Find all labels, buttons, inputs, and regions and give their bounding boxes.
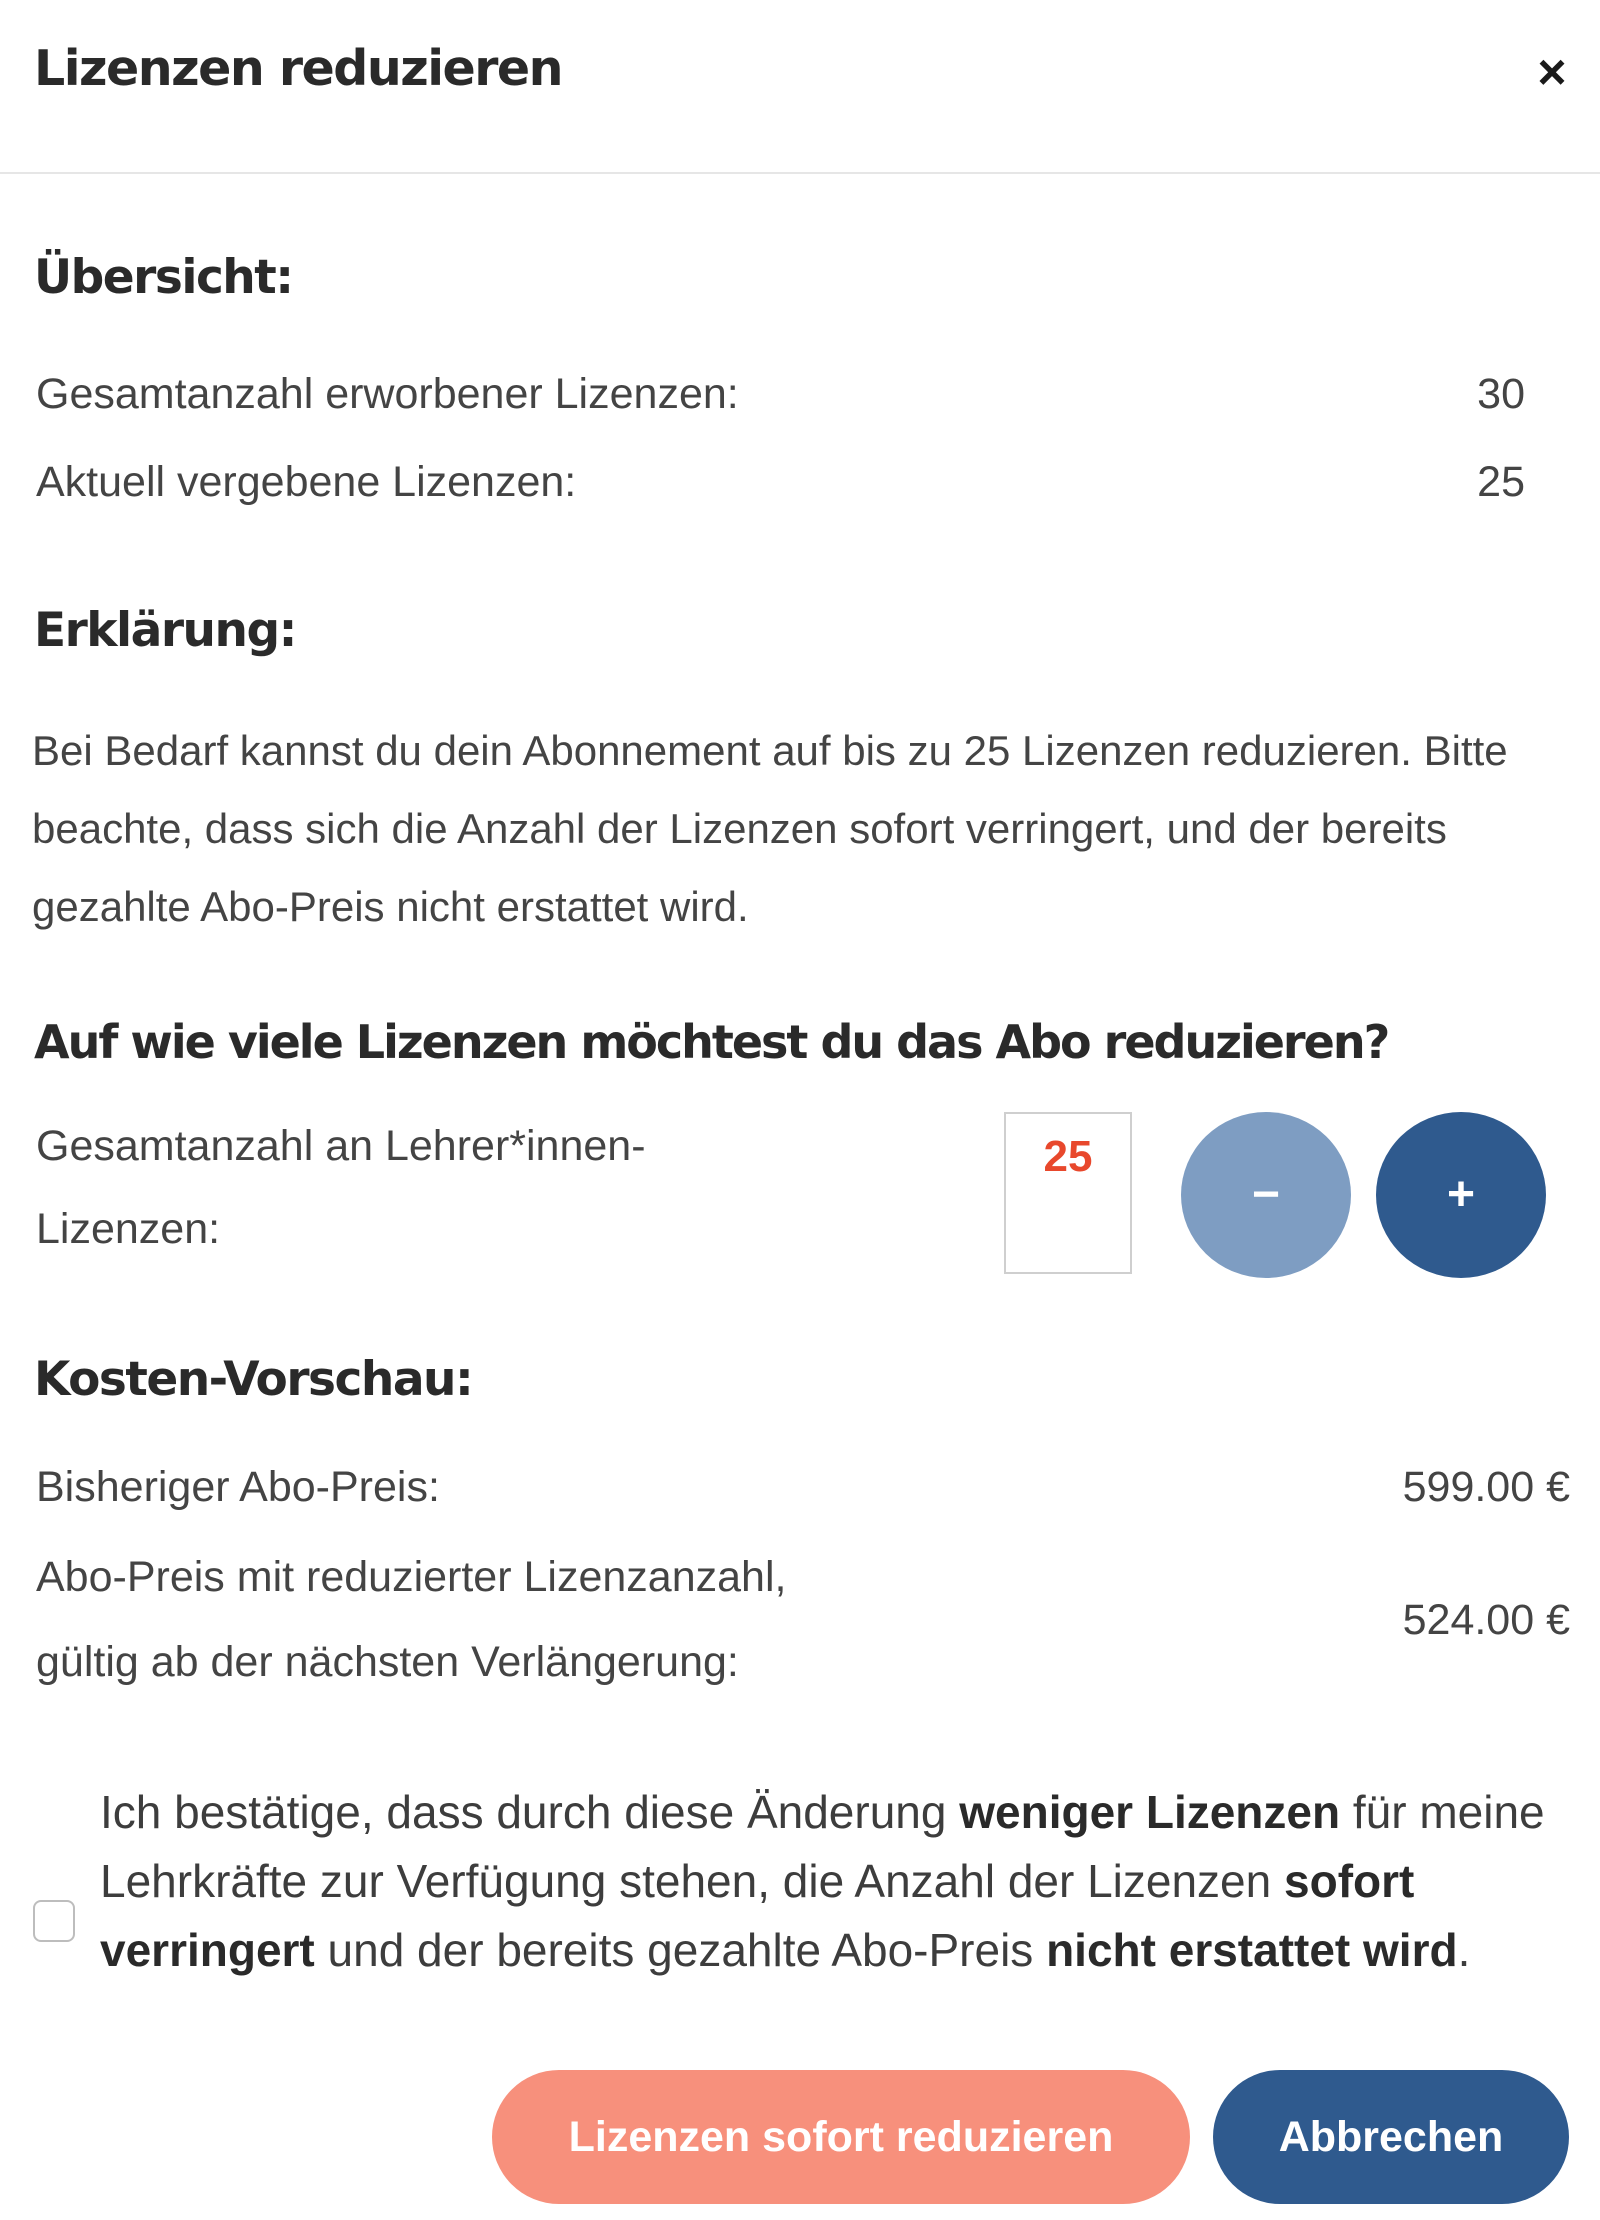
license-quantity-input[interactable] (1004, 1112, 1132, 1274)
increase-button[interactable] (1376, 1112, 1546, 1278)
assigned-licenses-label: Aktuell vergebene Lizenzen: (36, 458, 577, 506)
current-price-label: Bisheriger Abo-Preis: (36, 1463, 440, 1511)
total-licenses-label: Gesamtanzahl erworbener Lizenzen: (36, 370, 739, 418)
reduce-question: Auf wie viele Lizenzen möchtest du das Abo reduzieren? (34, 1015, 1389, 1069)
confirm-text-part4: . (1457, 1924, 1471, 1976)
assigned-licenses-value: 25 (1477, 458, 1525, 506)
dialog-header (0, 0, 1600, 174)
close-icon: × (1537, 44, 1567, 100)
teacher-licenses-label-line1: Gesamtanzahl an Lehrer*innen- (36, 1122, 646, 1170)
costs-heading: Kosten-Vorschau: (34, 1352, 473, 1407)
new-price-label-line2: gültig ab der nächsten Verlängerung: (36, 1638, 739, 1686)
current-price-value: 599.00 € (1402, 1463, 1570, 1511)
cancel-button[interactable]: Abbrechen (1213, 2070, 1569, 2204)
confirm-text (100, 1778, 1580, 1985)
explanation-heading: Erklärung: (34, 603, 296, 658)
explanation-text: Bei Bedarf kannst du dein Abonnement auf bis zu 25 Lizenzen reduzieren. Bitte beachte, dass sich die Anzahl der Lizenzen sofort verringert, und der bereits gezahlte Abo-Preis nicht erstattet wird. (32, 727, 1508, 930)
new-price-label-line1: Abo-Preis mit reduzierter Lizenzanzahl, (36, 1553, 787, 1601)
license-quantity-value: 25 (1043, 1132, 1093, 1181)
confirm-bold-not-refunded: nicht erstattet wird (1046, 1924, 1458, 1976)
dialog-title: Lizenzen reduzieren (34, 40, 563, 97)
decrease-button[interactable] (1181, 1112, 1351, 1278)
total-licenses-value: 30 (1477, 370, 1525, 418)
confirm-bold-immediately-reduced: sofort verringert (100, 1855, 1415, 1976)
reduce-licenses-button[interactable]: Lizenzen sofort reduzieren (492, 2070, 1190, 2204)
confirm-checkbox[interactable] (33, 1900, 75, 1942)
confirm-text-part3: und der bereits gezahlte Abo-Preis (314, 1924, 1047, 1976)
plus-icon: + (1446, 1168, 1476, 1221)
confirm-bold-fewer-licenses: weniger Lizenzen (959, 1786, 1341, 1838)
close-button[interactable] (1530, 44, 1574, 100)
minus-icon: − (1251, 1168, 1281, 1221)
new-price-value: 524.00 € (1402, 1596, 1570, 1644)
confirm-text-part1: Ich bestätige, dass durch diese Änderung (100, 1786, 960, 1838)
teacher-licenses-label-line2: Lizenzen: (36, 1205, 221, 1253)
overview-heading: Übersicht: (34, 250, 293, 305)
confirm-text-part2: für meine Lehrkräfte zur Verfügung stehen, die Anzahl der Lizenzen (100, 1786, 1545, 1907)
